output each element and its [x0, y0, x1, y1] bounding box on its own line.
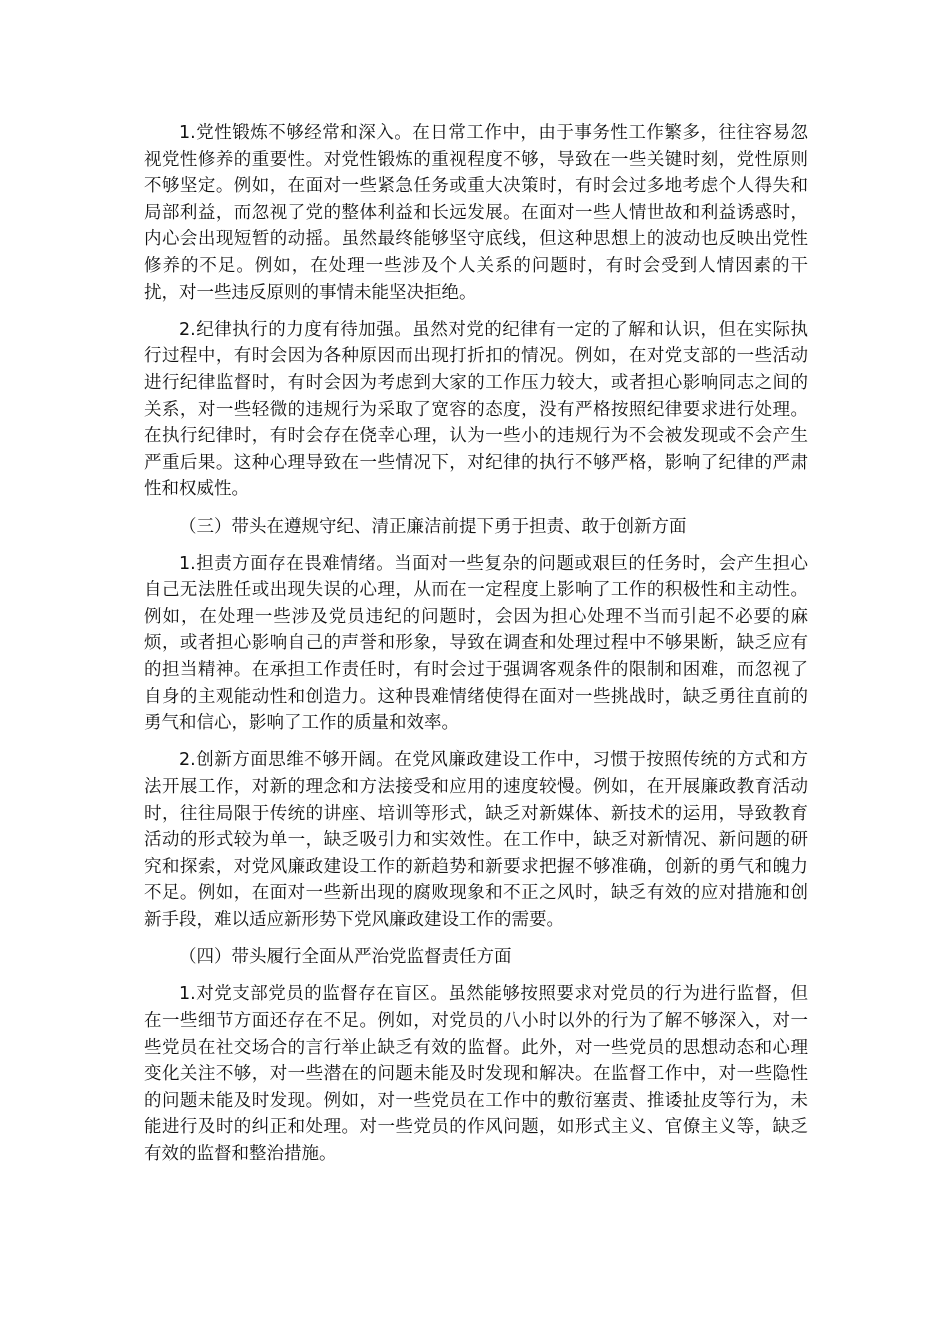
section-heading-three: （三）带头在遵规守纪、清正廉洁前提下勇于担责、敢于创新方面: [179, 516, 687, 537]
paragraph-party-spirit: 1.党性锻炼不够经常和深入。在日常工作中，由于事务性工作繁多，往往容易忽视党性修养的重要性。对党性锻炼的重视程度不够，导致在一些关键时刻，党性原则不够坚定。例如，在面对一些紧急任务或重大决策时，有时会过多地考虑个人得失和局部利益，而忽视了党的整体利益和长远发展。在面对一些人情世故和利益诱惑时，内心会出现短暂的动摇。虽然最终能够坚守底线，但这种思想上的波动也反映出党性修养的不足。例如，在处理一些涉及个人关系的问题时，有时会受到人情因素的干扰，对一些违反原则的事情未能坚决拒绝。: [144, 123, 808, 303]
section-heading-four: （四）带头履行全面从严治党监督责任方面: [179, 947, 512, 968]
document-page: [144, 120, 808, 1178]
paragraph-supervision: 1.对党支部党员的监督存在盲区。虽然能够按照要求对党员的行为进行监督，但在一些细节方面还存在不足。例如，对党员的八小时以外的行为了解不够深入，对一些党员在社交场合的言行举止缺乏有效的监督。此外，对一些党员的思想动态和心理变化关注不够，对一些潜在的问题未能及时发现和解决。在监督工作中，对一些隐性的问题未能及时发现。例如，对一些党员在工作中的敷衍塞责、推诿扯皮等行为，未能进行及时的纠正和处理。对一些党员的作风问题，如形式主义、官僚主义等，缺乏有效的监督和整治措施。: [144, 984, 808, 1164]
paragraph-discipline-enforcement: 2.纪律执行的力度有待加强。虽然对党的纪律有一定的了解和认识，但在实际执行过程中，有时会因为各种原因而出现打折扣的情况。例如，在对党支部的一些活动进行纪律监督时，有时会因为考虑到大家的工作压力较大，或者担心影响同志之间的关系，对一些轻微的违规行为采取了宽容的态度，没有严格按照纪律要求进行处理。在执行纪律时，有时会存在侥幸心理，认为一些小的违规行为不会被发现或不会产生严重后果。这种心理导致在一些情况下，对纪律的执行不够严格，影响了纪律的严肃性和权威性。: [144, 319, 808, 500]
paragraph-innovation: 2.创新方面思维不够开阔。在党风廉政建设工作中，习惯于按照传统的方式和方法开展工作，对新的理念和方法接受和应用的速度较慢。例如，在开展廉政教育活动时，往往局限于传统的讲座、培训等形式，缺乏对新媒体、新技术的运用，导致教育活动的形式较为单一，缺乏吸引力和实效性。在工作中，缺乏对新情况、新问题的研究和探索，对党风廉政建设工作的新趋势和新要求把握不够准确，创新的勇气和魄力不足。例如，在面对一些新出现的腐败现象和不正之风时，缺乏有效的应对措施和创新手段，难以适应新形势下党风廉政建设工作的需要。: [144, 750, 808, 930]
paragraph-responsibility: 1.担责方面存在畏难情绪。当面对一些复杂的问题或艰巨的任务时，会产生担心自己无法胜任或出现失误的心理，从而在一定程度上影响了工作的积极性和主动性。例如，在处理一些涉及党员违纪的问题时，会因为担心处理不当而引起不必要的麻烦，或者担心影响自己的声誉和形象，导致在调查和处理过程中不够果断，缺乏应有的担当精神。在承担工作责任时，有时会过于强调客观条件的限制和困难，而忽视了自身的主观能动性和创造力。这种畏难情绪使得在面对一些挑战时，缺乏勇往直前的勇气和信心，影响了工作的质量和效率。: [144, 553, 808, 734]
